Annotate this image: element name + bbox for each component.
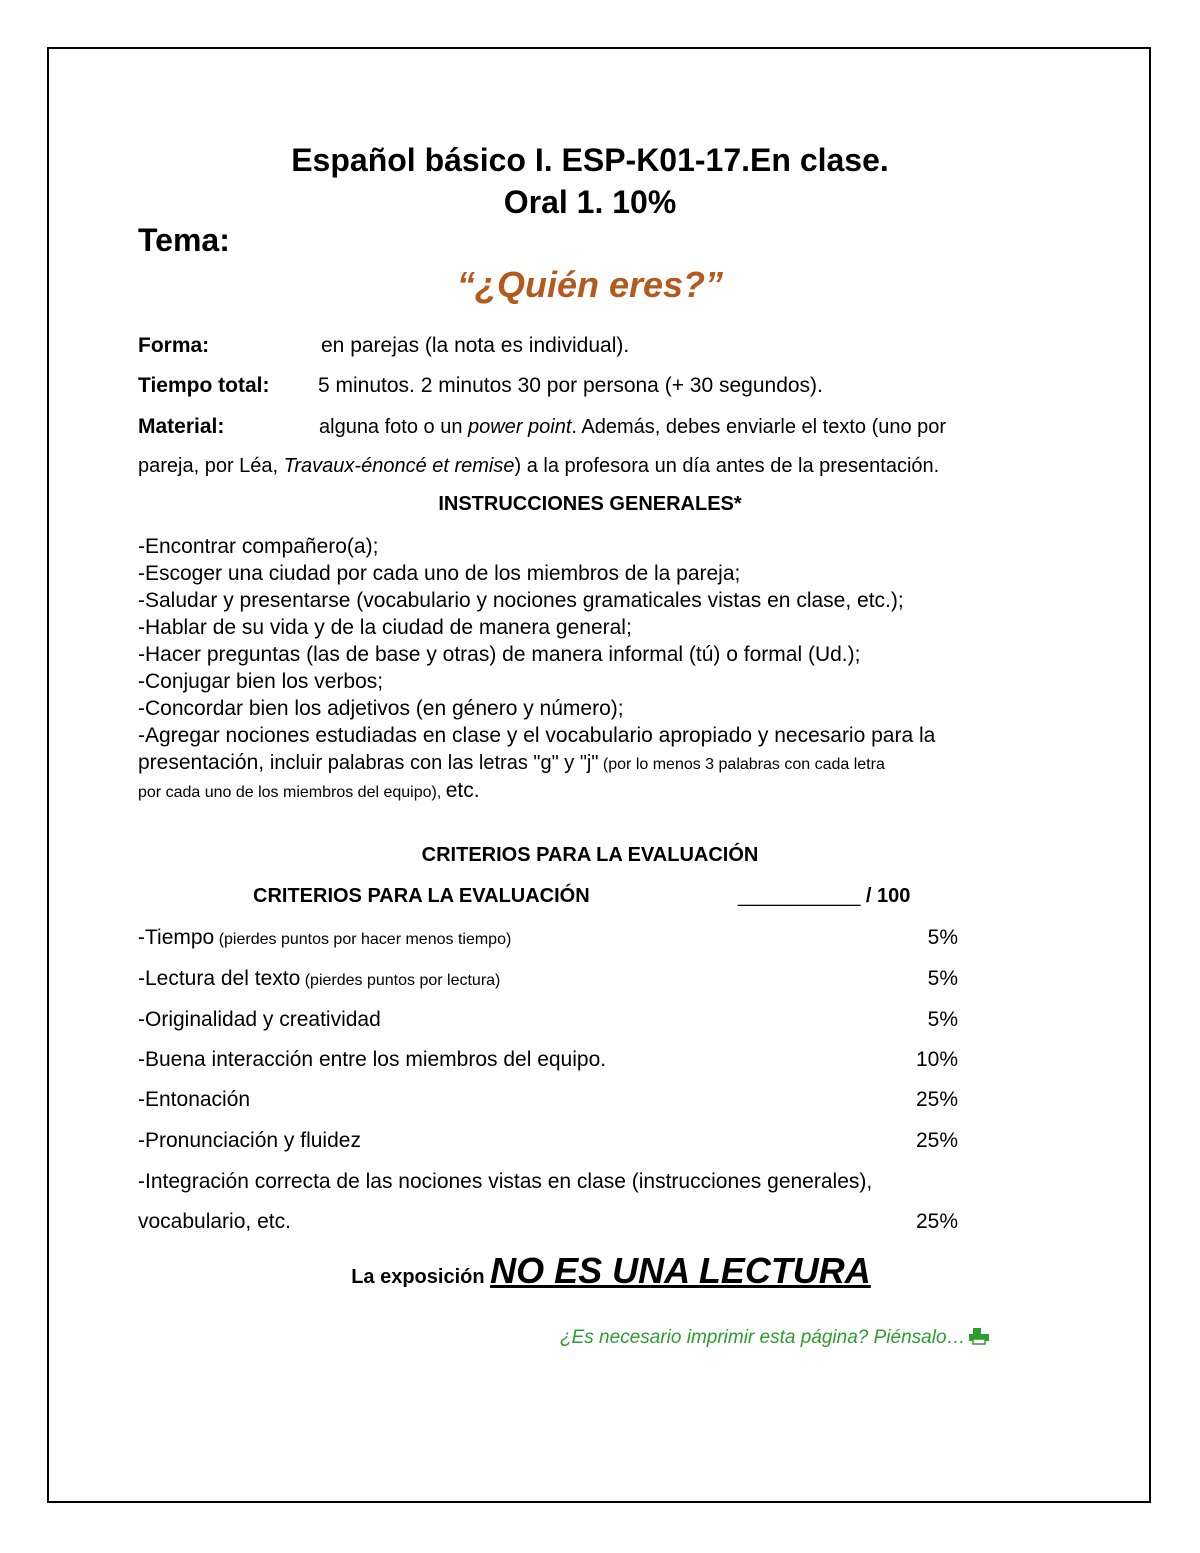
instr-last-b: incluir palabras con las letras "g" y "j": [269, 752, 599, 774]
instr-final-etc: etc.: [445, 779, 480, 802]
footer-note-text: ¿Es necesario imprimir esta página? Piénsalo…: [560, 1327, 966, 1348]
criterio-pct: 5%: [927, 926, 958, 949]
instrucciones-heading: INSTRUCCIONES GENERALES*: [438, 493, 742, 515]
instruccion-final-line: [138, 777, 480, 806]
criterio-row-interaccion: -Buena interacción entre los miembros del equipo.: [138, 1048, 607, 1071]
material-value-line1: [319, 416, 946, 439]
footer-note: [560, 1327, 990, 1349]
criterio-pct: 25%: [915, 1088, 958, 1111]
tema-label: Tema:: [138, 222, 230, 258]
criterio-pct: 5%: [927, 967, 958, 990]
tiempo-label: Tiempo total:: [138, 374, 270, 397]
instruccion-item: -Concordar bien los adjetivos (en género y número);: [138, 697, 624, 720]
criterio-note: (pierdes puntos por lectura): [300, 972, 501, 989]
criterio-label: -Lectura del texto: [138, 967, 301, 990]
material-part1: alguna foto o un: [319, 416, 469, 438]
criterio-row-tiempo: [138, 926, 511, 950]
criterio-row-integracion-cont: vocabulario, etc.: [138, 1210, 291, 1233]
exposicion-prefix: La exposición: [351, 1266, 491, 1288]
instruccion-item: -Hacer preguntas (las de base y otras) de manera informal (tú) o formal (Ud.);: [138, 643, 861, 666]
instruccion-item: -Encontrar compañero(a);: [138, 535, 379, 558]
instruccion-item: -Agregar nociones estudiadas en clase y el vocabulario apropiado y necesario para la: [138, 724, 936, 747]
tiempo-value: 5 minutos. 2 minutos 30 por persona (+ 30 segundos).: [318, 374, 823, 397]
instruccion-item: -Escoger una ciudad por cada uno de los miembros de la pareja;: [138, 562, 741, 585]
criterios-score: [738, 885, 910, 908]
criterio-label: -Tiempo: [138, 926, 215, 949]
score-blank: ___________: [738, 885, 861, 907]
material-travaux: Travaux-énoncé et remise: [283, 455, 515, 477]
instr-last-small: (por lo menos 3 palabras con cada letra: [598, 756, 885, 773]
forma-label: Forma:: [138, 334, 210, 357]
criterios-heading-2: CRITERIOS PARA LA EVALUACIÓN: [253, 885, 590, 907]
criterio-pct: 25%: [915, 1210, 958, 1233]
printer-icon: [968, 1327, 990, 1345]
instruccion-last-line: [138, 749, 885, 778]
criterios-heading-1: CRITERIOS PARA LA EVALUACIÓN: [421, 844, 759, 866]
criterio-note: (pierdes puntos por hacer menos tiempo): [214, 931, 512, 948]
criterio-row-originalidad: -Originalidad y creatividad: [138, 1008, 381, 1031]
exposicion-line: [0, 1250, 1200, 1292]
instruccion-item: -Hablar de su vida y de la ciudad de manera general;: [138, 616, 632, 639]
material-powerpoint: power point: [468, 416, 572, 438]
tema-question: “¿Quién eres?”: [456, 264, 724, 305]
criterio-pct: 5%: [927, 1008, 958, 1031]
material-line2-b: ) a la profesora un día antes de la presentación.: [514, 455, 940, 477]
instruccion-item: -Saludar y presentarse (vocabulario y nociones gramaticales vistas en clase, etc.);: [138, 589, 904, 612]
score-total: / 100: [860, 885, 911, 907]
criterio-pct: 10%: [915, 1048, 958, 1071]
forma-value: en parejas (la nota es individual).: [321, 334, 630, 357]
criterio-row-pronunciacion: -Pronunciación y fluidez: [138, 1129, 361, 1152]
material-part2: . Además, debes enviarle el texto (uno por: [571, 416, 947, 438]
criterio-pct: 25%: [915, 1129, 958, 1152]
criterio-row-entonacion: -Entonación: [138, 1088, 251, 1111]
instr-last-a: presentación,: [138, 751, 270, 774]
instruccion-item: -Conjugar bien los verbos;: [138, 670, 384, 693]
material-value-line2: [138, 455, 939, 478]
material-label: Material:: [138, 415, 225, 438]
criterio-row-lectura: [138, 967, 500, 991]
exposicion-emphasis: NO ES UNA LECTURA: [490, 1250, 871, 1291]
criterio-row-integracion: -Integración correcta de las nociones vistas en clase (instrucciones generales),: [138, 1170, 873, 1193]
document-title-line1: Español básico I. ESP-K01-17.En clase.: [291, 142, 889, 178]
instr-final-small: por cada uno de los miembros del equipo),: [138, 784, 446, 801]
material-line2-a: pareja, por Léa,: [138, 455, 284, 477]
document-title-line2: Oral 1. 10%: [503, 184, 677, 220]
